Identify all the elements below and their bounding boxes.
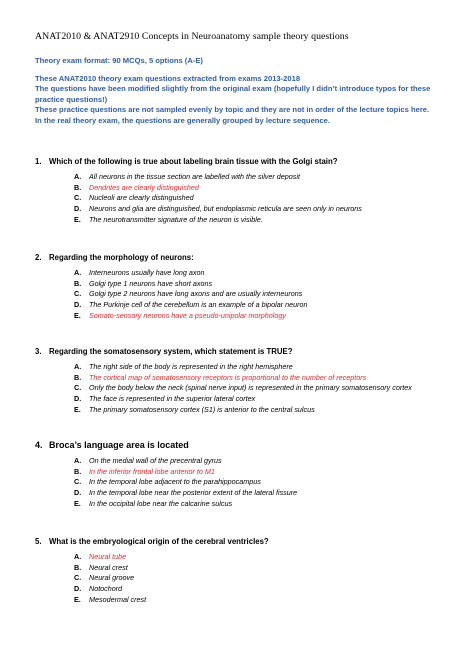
question-text: Broca’s language area is located (49, 440, 189, 450)
question-text: Regarding the morphology of neurons: (49, 253, 194, 262)
option-b (74, 563, 455, 574)
option-letter: D. (74, 204, 82, 214)
option-c (74, 289, 455, 300)
option-letter: E. (74, 594, 81, 604)
question-4 (35, 440, 455, 510)
exam-note: These practice questions are not sampled evenly by topic and they are not in order of the lecture topics here. (35, 105, 430, 115)
option-letter: C. (74, 383, 82, 393)
option-text: On the medial wall of the precentral gyrus (89, 456, 222, 465)
option-text: Golgi type 2 neurons have long axons and are usually interneurons (89, 289, 303, 299)
question-number: 5. (35, 537, 42, 546)
option-a (74, 268, 455, 279)
option-text: All neurons in the tissue section are labelled with the silver deposit (89, 172, 300, 181)
option-letter: D. (74, 488, 82, 498)
option-letter: B. (74, 562, 82, 572)
question-text: Regarding the somatosensory system, which statement is TRUE? (49, 347, 293, 356)
option-a (74, 362, 455, 373)
option-text: Notochord (89, 584, 123, 594)
page-title: ANAT2010 & ANAT2910 Concepts in Neuroanatomy sample theory questions (35, 31, 349, 42)
option-d (74, 488, 455, 499)
option-letter: C. (74, 289, 82, 299)
option-letter: A. (74, 552, 82, 561)
option-text: Mesodermal crest (89, 594, 147, 604)
option-letter: A. (74, 268, 82, 277)
option-letter: A. (74, 362, 82, 371)
option-a (74, 172, 455, 183)
option-text: Neurons and glia are distinguished, but endoplasmic reticula are seen only in neurons (89, 204, 362, 214)
option-text: Only the body below the neck (spinal nerve input) is represented in the primary somatosensory cortex (89, 383, 412, 393)
option-text: In the inferior frontal lobe anterior to M1 (89, 466, 215, 476)
option-a (74, 456, 455, 467)
option-text: Dendrites are clearly distinguished (89, 182, 199, 192)
option-letter: E. (74, 214, 81, 224)
option-b (74, 279, 455, 290)
exam-note: In the real theory exam, the questions are generally grouped by lecture sequence. (35, 115, 330, 125)
exam-note: The questions have been modified slightly from the original exam (hopefully I didn’t introduce typos for these practice questions!) (35, 84, 431, 104)
option-text: The face is represented in the superior lateral cortex (89, 394, 256, 404)
option-letter: E. (74, 498, 81, 508)
option-letter: D. (74, 394, 82, 404)
option-c (74, 193, 455, 204)
option-letter: B. (74, 182, 82, 192)
option-letter: E. (74, 404, 81, 414)
option-text: The neurotransmitter signature of the neuron is visible. (89, 214, 263, 224)
option-a-correct (74, 552, 455, 563)
option-text: Neural crest (89, 562, 128, 572)
option-text: The primary somatosensory cortex (S1) is anterior to the central sulcus (89, 404, 315, 414)
option-letter: B. (74, 372, 82, 382)
option-list (35, 456, 455, 510)
option-letter: B. (74, 278, 82, 288)
option-e (74, 215, 455, 226)
question-text: Which of the following is true about labeling brain tissue with the Golgi stain? (49, 157, 338, 166)
option-text: Somato-sensory neurons have a pseudo-unipolar morphology (89, 310, 286, 320)
option-c (74, 573, 455, 584)
option-e (74, 405, 455, 416)
question-heading (35, 253, 455, 262)
option-letter: B. (74, 466, 82, 476)
option-text: In the temporal lobe near the posterior extent of the lateral fissure (89, 488, 298, 498)
question-1 (35, 157, 455, 226)
question-heading (35, 440, 455, 450)
option-d (74, 584, 455, 595)
option-letter: C. (74, 573, 82, 583)
option-text: Neural tube (89, 552, 127, 561)
option-text: In the temporal lobe adjacent to the parahippocampus (89, 477, 261, 487)
option-b-correct (74, 373, 455, 384)
option-e-correct (74, 311, 455, 322)
option-list (35, 552, 455, 606)
option-list (35, 362, 455, 416)
question-3 (35, 347, 455, 416)
exam-info-block (35, 56, 445, 127)
option-text: The cortical map of somatosensory receptors is proportional to the number of receptors (89, 372, 367, 382)
question-number: 4. (35, 440, 43, 450)
option-letter: E. (74, 310, 81, 320)
option-letter: C. (74, 477, 82, 487)
option-e (74, 595, 455, 606)
option-text: Nucleoli are clearly distinguished (89, 193, 194, 203)
option-letter: C. (74, 193, 82, 203)
option-d (74, 394, 455, 405)
question-number: 2. (35, 253, 42, 262)
option-letter: A. (74, 456, 82, 465)
question-5 (35, 537, 455, 606)
option-c (74, 477, 455, 488)
option-letter: D. (74, 300, 82, 310)
question-heading (35, 537, 455, 546)
option-d (74, 300, 455, 311)
option-text: The Purkinje cell of the cerebellum is an example of a bipolar neuron (89, 300, 308, 310)
option-d (74, 204, 455, 215)
question-heading (35, 157, 455, 166)
question-number: 1. (35, 157, 42, 166)
option-list (35, 172, 455, 226)
question-text: What is the embryological origin of the cerebral ventricles? (49, 537, 269, 546)
option-list (35, 268, 455, 322)
option-c (74, 383, 455, 394)
exam-note: These ANAT2010 theory exam questions extracted from exams 2013-2018 (35, 73, 301, 83)
option-text: Golgi type 1 neurons have short axons (89, 278, 213, 288)
question-number: 3. (35, 347, 42, 356)
option-text: In the occipital lobe near the calcarine sulcus (89, 498, 233, 508)
question-heading (35, 347, 455, 356)
option-text: Interneurons usually have long axon (89, 268, 205, 277)
option-letter: A. (74, 172, 82, 181)
option-letter: D. (74, 584, 82, 594)
option-text: Neural groove (89, 573, 135, 583)
option-b-correct (74, 183, 455, 194)
option-b-correct (74, 467, 455, 478)
exam-format-line: Theory exam format: 90 MCQs, 5 options (A-E) (35, 56, 203, 65)
question-2 (35, 253, 455, 322)
option-text: The right side of the body is represented in the right hemisphere (89, 362, 293, 371)
option-e (74, 499, 455, 510)
